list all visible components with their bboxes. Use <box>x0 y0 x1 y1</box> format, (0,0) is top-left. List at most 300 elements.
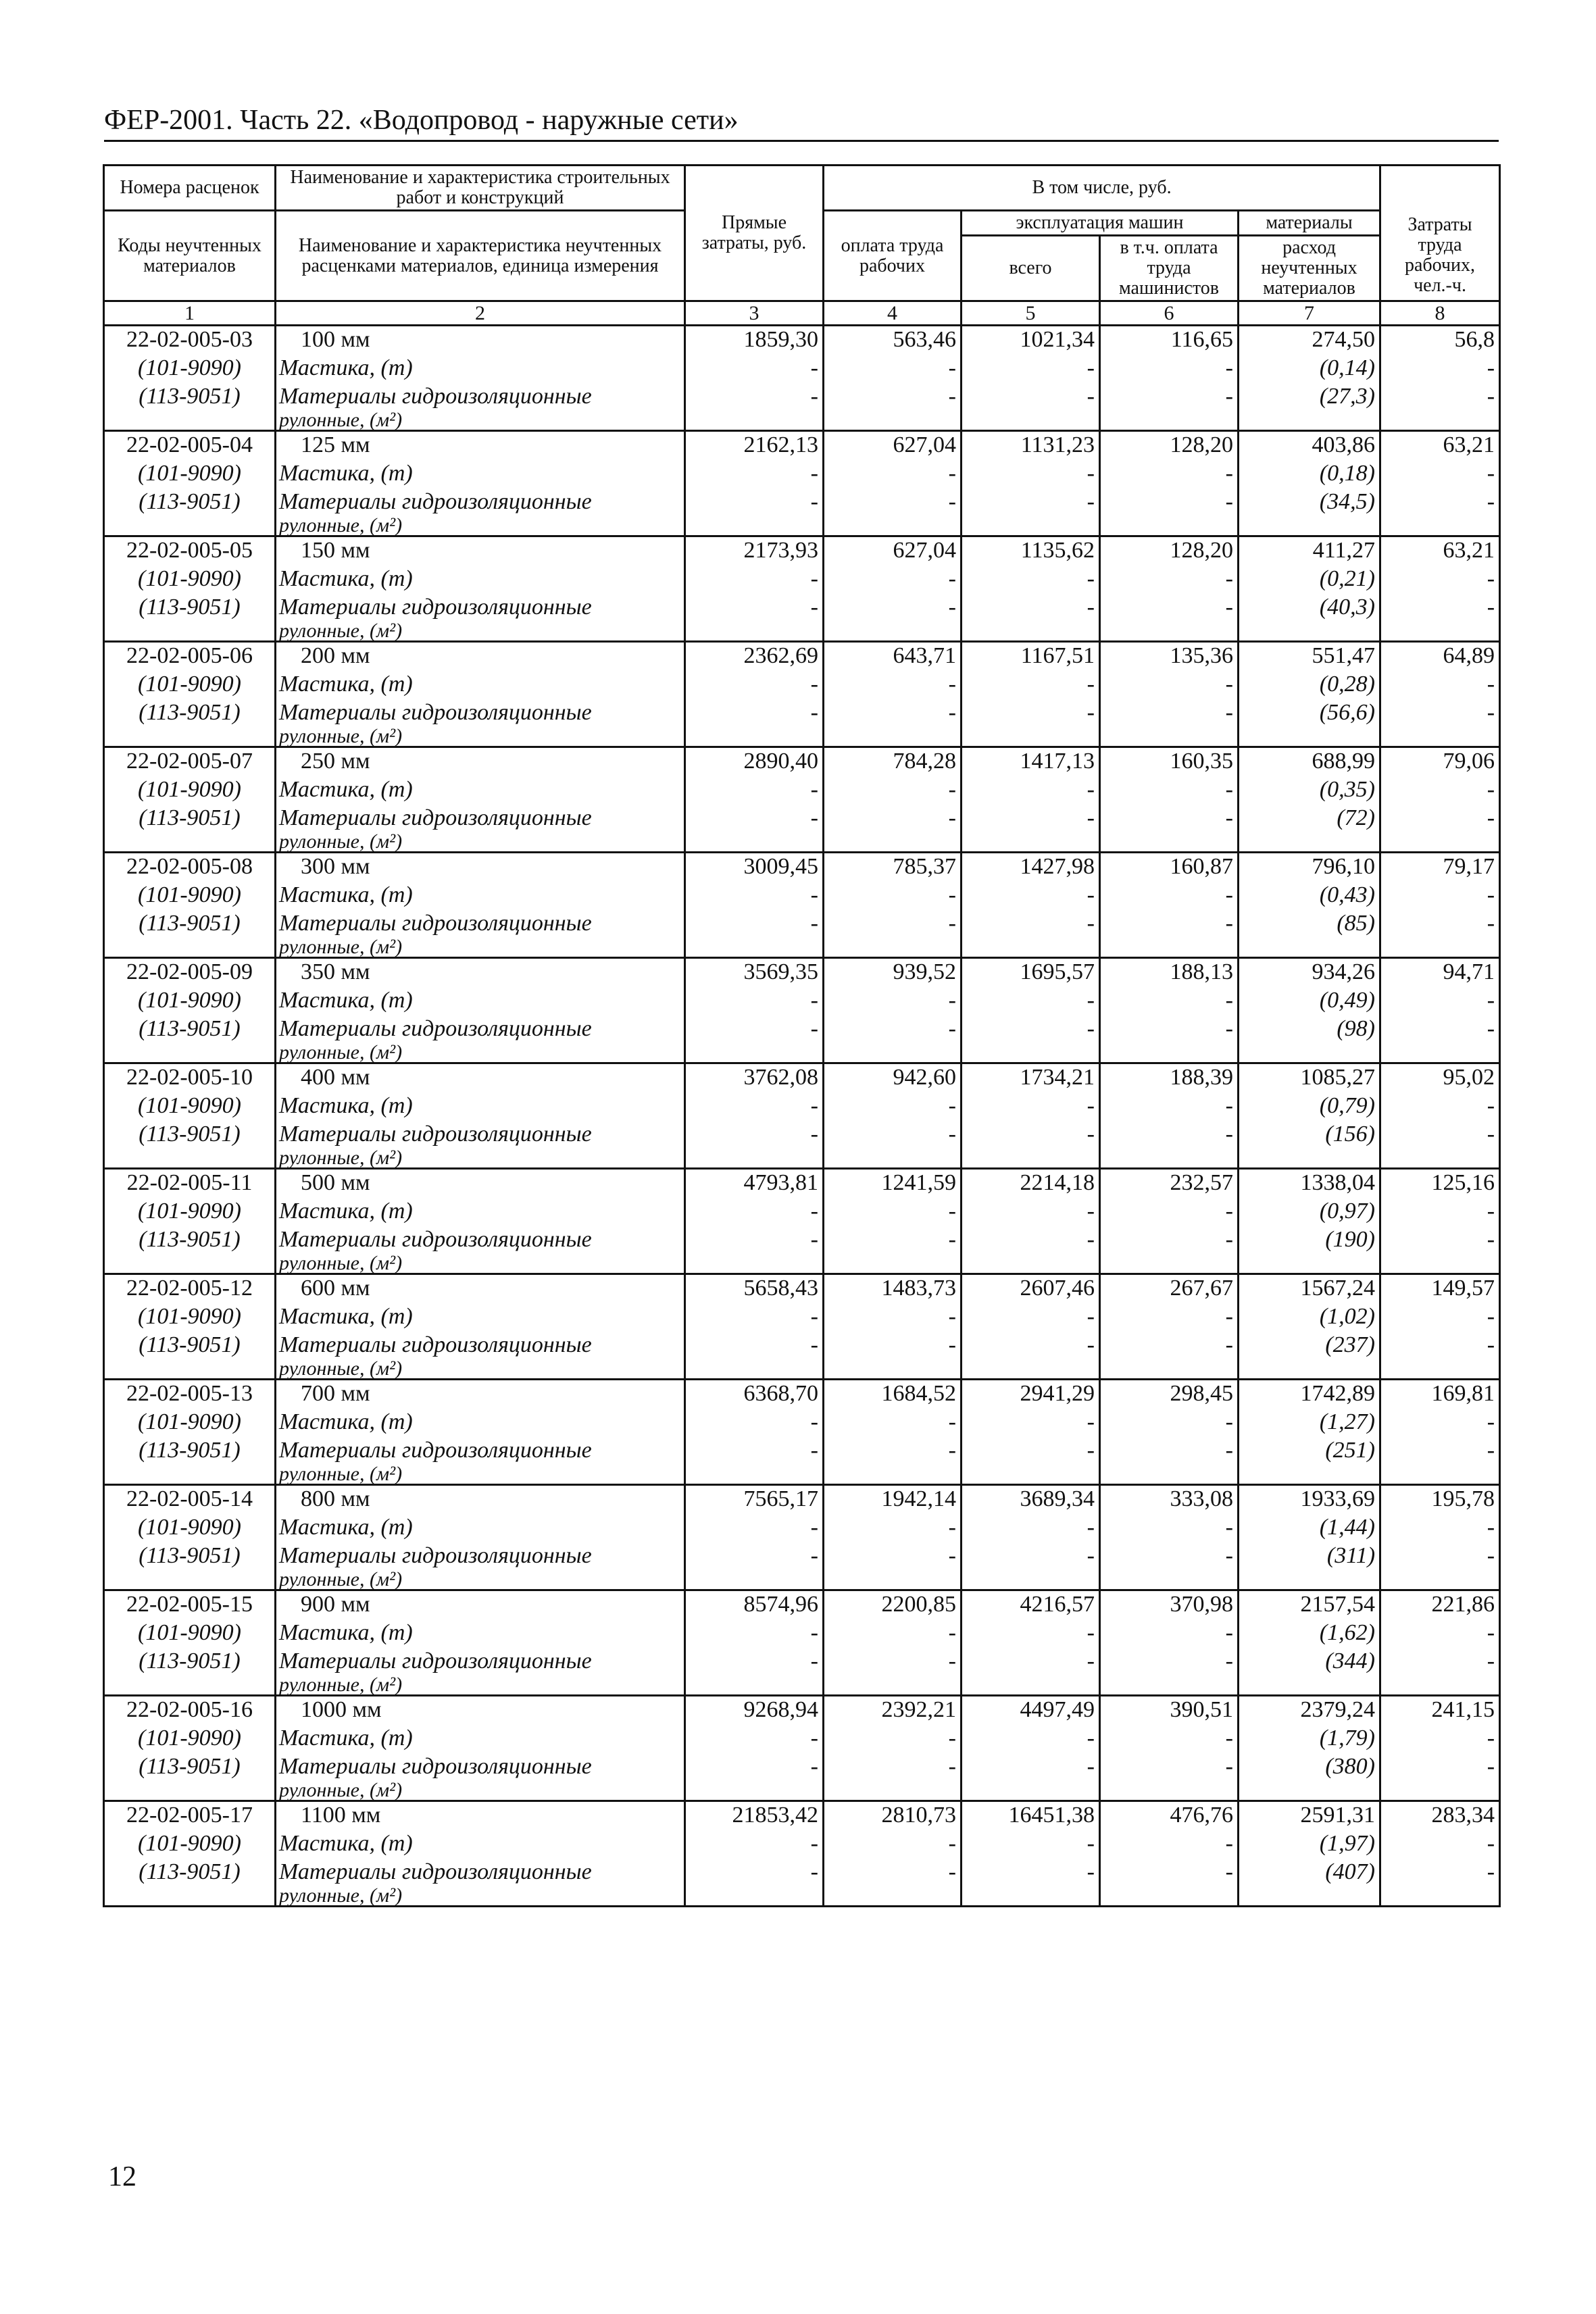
dash-cell: - <box>962 881 1100 909</box>
head-machinist-pay: в т.ч. оплата труда машинистов <box>1100 236 1239 301</box>
material-consumption-cell: (344) <box>1239 1647 1380 1676</box>
empty-cell <box>104 727 276 747</box>
materials-cell: 1742,89 <box>1239 1380 1380 1408</box>
dash-cell: - <box>685 488 824 516</box>
material-name: Материалы гидроизоляционные <box>276 593 685 622</box>
material-name: Мастика, (т) <box>276 670 685 699</box>
empty-cell <box>1380 1254 1500 1274</box>
dash-cell: - <box>1100 1513 1239 1542</box>
dash-cell: - <box>962 1619 1100 1647</box>
material-name-continuation: рулонные, (м²) <box>276 1465 685 1485</box>
material-row <box>104 804 1500 832</box>
empty-cell <box>962 832 1100 853</box>
table-row <box>104 1801 1500 1830</box>
machinist-pay-cell: 135,36 <box>1100 642 1239 670</box>
dash-cell: - <box>962 459 1100 488</box>
empty-cell <box>1380 1359 1500 1380</box>
material-consumption-cell: (1,79) <box>1239 1724 1380 1753</box>
material-name: Мастика, (т) <box>276 1408 685 1436</box>
empty-cell <box>1239 622 1380 642</box>
material-consumption-cell: (27,3) <box>1239 382 1380 411</box>
dash-cell: - <box>824 881 962 909</box>
material-row-continuation <box>104 1254 1500 1274</box>
material-name-continuation: рулонные, (м²) <box>276 1254 685 1274</box>
col-number: 3 <box>685 301 824 326</box>
dash-cell: - <box>685 1753 824 1781</box>
machinist-pay-cell: 116,65 <box>1100 326 1239 354</box>
material-name: Материалы гидроизоляционные <box>276 1436 685 1465</box>
dash-cell: - <box>1380 1197 1500 1226</box>
table-row <box>104 1590 1500 1619</box>
dash-cell: - <box>685 1724 824 1753</box>
empty-cell <box>824 1886 962 1907</box>
material-consumption-cell: (156) <box>1239 1120 1380 1149</box>
table-row <box>104 642 1500 670</box>
empty-cell <box>685 1359 824 1380</box>
rates-table <box>103 164 1501 1907</box>
materials-cell: 2157,54 <box>1239 1590 1380 1619</box>
dash-cell: - <box>824 1647 962 1676</box>
material-code: (113-9051) <box>104 382 276 411</box>
material-row <box>104 1858 1500 1886</box>
dash-cell: - <box>1380 1753 1500 1781</box>
direct-costs-cell: 2362,69 <box>685 642 824 670</box>
empty-cell <box>1100 1570 1239 1590</box>
material-name: Материалы гидроизоляционные <box>276 1120 685 1149</box>
head-materials: материалы <box>1239 211 1380 236</box>
machinist-pay-cell: 128,20 <box>1100 536 1239 565</box>
material-name-continuation: рулонные, (м²) <box>276 938 685 958</box>
material-name-continuation: рулонные, (м²) <box>276 622 685 642</box>
material-consumption-cell: (85) <box>1239 909 1380 938</box>
pipe-diameter: 150 мм <box>276 536 685 565</box>
dash-cell: - <box>685 1830 824 1858</box>
dash-cell: - <box>824 1120 962 1149</box>
dash-cell: - <box>824 565 962 593</box>
dash-cell: - <box>685 565 824 593</box>
dash-cell: - <box>1100 459 1239 488</box>
dash-cell: - <box>685 986 824 1015</box>
empty-cell <box>824 1570 962 1590</box>
material-code: (113-9051) <box>104 804 276 832</box>
dash-cell: - <box>824 1513 962 1542</box>
material-name: Мастика, (т) <box>276 881 685 909</box>
dash-cell: - <box>1100 1436 1239 1465</box>
material-row-continuation <box>104 1886 1500 1907</box>
empty-cell <box>1380 516 1500 536</box>
labor-pay-cell: 942,60 <box>824 1063 962 1092</box>
dash-cell: - <box>962 1858 1100 1886</box>
labor-pay-cell: 1684,52 <box>824 1380 962 1408</box>
material-name: Материалы гидроизоляционные <box>276 1753 685 1781</box>
empty-cell <box>1100 1149 1239 1169</box>
head-material-consumption: расход неучтенных материалов <box>1239 236 1380 301</box>
dash-cell: - <box>1380 382 1500 411</box>
material-row <box>104 459 1500 488</box>
dash-cell: - <box>824 1331 962 1359</box>
materials-cell: 934,26 <box>1239 958 1380 986</box>
empty-cell <box>1239 727 1380 747</box>
empty-cell <box>1239 1465 1380 1485</box>
empty-cell <box>104 1886 276 1907</box>
rate-code: 22-02-005-04 <box>104 431 276 459</box>
labor-hours-cell: 125,16 <box>1380 1169 1500 1197</box>
dash-cell: - <box>685 593 824 622</box>
dash-cell: - <box>1380 354 1500 382</box>
material-row-continuation <box>104 832 1500 853</box>
empty-cell <box>1100 622 1239 642</box>
empty-cell <box>824 516 962 536</box>
material-row <box>104 1830 1500 1858</box>
dash-cell: - <box>1380 1724 1500 1753</box>
labor-pay-cell: 2392,21 <box>824 1696 962 1724</box>
empty-cell <box>685 516 824 536</box>
dash-cell: - <box>685 1092 824 1120</box>
empty-cell <box>1239 1570 1380 1590</box>
material-name-continuation: рулонные, (м²) <box>276 411 685 431</box>
dash-cell: - <box>685 909 824 938</box>
material-code: (113-9051) <box>104 699 276 727</box>
dash-cell: - <box>1100 354 1239 382</box>
empty-cell <box>962 1676 1100 1696</box>
material-consumption-cell: (0,18) <box>1239 459 1380 488</box>
dash-cell: - <box>962 1303 1100 1331</box>
empty-cell <box>1239 1781 1380 1801</box>
material-code: (101-9090) <box>104 986 276 1015</box>
material-row <box>104 565 1500 593</box>
empty-cell <box>685 1254 824 1274</box>
col-number: 7 <box>1239 301 1380 326</box>
material-row <box>104 1092 1500 1120</box>
material-name: Мастика, (т) <box>276 1619 685 1647</box>
dash-cell: - <box>1100 1331 1239 1359</box>
dash-cell: - <box>962 1197 1100 1226</box>
material-code: (113-9051) <box>104 1331 276 1359</box>
empty-cell <box>104 1043 276 1063</box>
empty-cell <box>962 1570 1100 1590</box>
material-consumption-cell: (1,97) <box>1239 1830 1380 1858</box>
empty-cell <box>104 832 276 853</box>
material-name: Материалы гидроизоляционные <box>276 1647 685 1676</box>
dash-cell: - <box>962 1513 1100 1542</box>
dash-cell: - <box>1100 382 1239 411</box>
empty-cell <box>104 1149 276 1169</box>
labor-pay-cell: 627,04 <box>824 536 962 565</box>
dash-cell: - <box>824 776 962 804</box>
dash-cell: - <box>824 699 962 727</box>
material-row <box>104 670 1500 699</box>
empty-cell <box>962 1886 1100 1907</box>
material-code: (101-9090) <box>104 1830 276 1858</box>
machines-cell: 2214,18 <box>962 1169 1100 1197</box>
empty-cell <box>104 411 276 431</box>
material-name: Материалы гидроизоляционные <box>276 488 685 516</box>
dash-cell: - <box>962 1542 1100 1570</box>
table-row <box>104 1380 1500 1408</box>
dash-cell: - <box>1380 1226 1500 1254</box>
material-code: (101-9090) <box>104 670 276 699</box>
dash-cell: - <box>1100 986 1239 1015</box>
dash-cell: - <box>1100 1753 1239 1781</box>
empty-cell <box>824 1149 962 1169</box>
empty-cell <box>1100 1886 1239 1907</box>
dash-cell: - <box>685 670 824 699</box>
rate-code: 22-02-005-16 <box>104 1696 276 1724</box>
material-row <box>104 488 1500 516</box>
dash-cell: - <box>1100 1197 1239 1226</box>
table-row <box>104 1169 1500 1197</box>
dash-cell: - <box>1100 1724 1239 1753</box>
material-row-continuation <box>104 1570 1500 1590</box>
pipe-diameter: 100 мм <box>276 326 685 354</box>
dash-cell: - <box>962 1120 1100 1149</box>
material-consumption-cell: (190) <box>1239 1226 1380 1254</box>
material-row <box>104 1120 1500 1149</box>
rate-code: 22-02-005-15 <box>104 1590 276 1619</box>
dash-cell: - <box>962 776 1100 804</box>
material-consumption-cell: (1,62) <box>1239 1619 1380 1647</box>
empty-cell <box>1100 938 1239 958</box>
material-code: (113-9051) <box>104 1226 276 1254</box>
empty-cell <box>824 832 962 853</box>
machinist-pay-cell: 160,35 <box>1100 747 1239 776</box>
material-row <box>104 1753 1500 1781</box>
machines-cell: 1021,34 <box>962 326 1100 354</box>
dash-cell: - <box>1100 909 1239 938</box>
dash-cell: - <box>1100 1226 1239 1254</box>
materials-cell: 2379,24 <box>1239 1696 1380 1724</box>
head-labor-pay: оплата труда рабочих <box>824 211 962 301</box>
labor-pay-cell: 627,04 <box>824 431 962 459</box>
dash-cell: - <box>1380 1647 1500 1676</box>
direct-costs-cell: 7565,17 <box>685 1485 824 1513</box>
empty-cell <box>824 1781 962 1801</box>
empty-cell <box>685 832 824 853</box>
head-machine-operation: эксплуатация машин <box>962 211 1239 236</box>
rate-code: 22-02-005-17 <box>104 1801 276 1830</box>
dash-cell: - <box>1380 1092 1500 1120</box>
labor-hours-cell: 56,8 <box>1380 326 1500 354</box>
material-row <box>104 1647 1500 1676</box>
machinist-pay-cell: 188,39 <box>1100 1063 1239 1092</box>
empty-cell <box>962 1781 1100 1801</box>
empty-cell <box>1380 1570 1500 1590</box>
material-consumption-cell: (407) <box>1239 1858 1380 1886</box>
empty-cell <box>1239 1254 1380 1274</box>
labor-hours-cell: 63,21 <box>1380 536 1500 565</box>
table-row <box>104 326 1500 354</box>
dash-cell: - <box>824 1303 962 1331</box>
labor-hours-cell: 283,34 <box>1380 1801 1500 1830</box>
dash-cell: - <box>1100 593 1239 622</box>
material-consumption-cell: (98) <box>1239 1015 1380 1043</box>
machinist-pay-cell: 128,20 <box>1100 431 1239 459</box>
dash-cell: - <box>1100 1830 1239 1858</box>
empty-cell <box>1239 832 1380 853</box>
material-consumption-cell: (0,35) <box>1239 776 1380 804</box>
dash-cell: - <box>685 1331 824 1359</box>
dash-cell: - <box>824 909 962 938</box>
material-name: Мастика, (т) <box>276 776 685 804</box>
material-name: Материалы гидроизоляционные <box>276 1858 685 1886</box>
material-name: Мастика, (т) <box>276 1197 685 1226</box>
empty-cell <box>104 1781 276 1801</box>
pipe-diameter: 125 мм <box>276 431 685 459</box>
dash-cell: - <box>685 1619 824 1647</box>
material-name-continuation: рулонные, (м²) <box>276 1676 685 1696</box>
table-body <box>104 326 1500 1907</box>
empty-cell <box>962 727 1100 747</box>
material-code: (101-9090) <box>104 1408 276 1436</box>
material-code: (113-9051) <box>104 1542 276 1570</box>
dash-cell: - <box>824 382 962 411</box>
empty-cell <box>1380 938 1500 958</box>
material-name-continuation: рулонные, (м²) <box>276 516 685 536</box>
material-name-continuation: рулонные, (м²) <box>276 1043 685 1063</box>
material-row <box>104 354 1500 382</box>
material-consumption-cell: (0,97) <box>1239 1197 1380 1226</box>
machinist-pay-cell: 160,87 <box>1100 853 1239 881</box>
material-consumption-cell: (1,27) <box>1239 1408 1380 1436</box>
empty-cell <box>104 1254 276 1274</box>
labor-pay-cell: 784,28 <box>824 747 962 776</box>
dash-cell: - <box>1380 699 1500 727</box>
dash-cell: - <box>685 1197 824 1226</box>
labor-pay-cell: 1483,73 <box>824 1274 962 1303</box>
dash-cell: - <box>1100 1408 1239 1436</box>
dash-cell: - <box>685 1120 824 1149</box>
material-code: (101-9090) <box>104 1303 276 1331</box>
empty-cell <box>685 1886 824 1907</box>
machines-cell: 3689,34 <box>962 1485 1100 1513</box>
material-row-continuation <box>104 1043 1500 1063</box>
material-code: (113-9051) <box>104 1647 276 1676</box>
col-number: 8 <box>1380 301 1500 326</box>
material-name-continuation: рулонные, (м²) <box>276 1886 685 1907</box>
dash-cell: - <box>962 1408 1100 1436</box>
material-name: Мастика, (т) <box>276 1830 685 1858</box>
empty-cell <box>1380 1886 1500 1907</box>
material-consumption-cell: (40,3) <box>1239 593 1380 622</box>
head-material-codes: Коды неучтенных материалов <box>104 211 276 301</box>
dash-cell: - <box>824 1830 962 1858</box>
empty-cell <box>1239 1886 1380 1907</box>
material-consumption-cell: (34,5) <box>1239 488 1380 516</box>
pipe-diameter: 300 мм <box>276 853 685 881</box>
material-code: (113-9051) <box>104 1015 276 1043</box>
empty-cell <box>104 622 276 642</box>
material-row-continuation <box>104 1465 1500 1485</box>
labor-hours-cell: 221,86 <box>1380 1590 1500 1619</box>
col-number: 1 <box>104 301 276 326</box>
material-name-continuation: рулонные, (м²) <box>276 1570 685 1590</box>
material-row <box>104 776 1500 804</box>
empty-cell <box>962 938 1100 958</box>
pipe-diameter: 1000 мм <box>276 1696 685 1724</box>
material-name: Материалы гидроизоляционные <box>276 1226 685 1254</box>
labor-hours-cell: 94,71 <box>1380 958 1500 986</box>
labor-hours-cell: 95,02 <box>1380 1063 1500 1092</box>
direct-costs-cell: 3009,45 <box>685 853 824 881</box>
empty-cell <box>685 1781 824 1801</box>
dash-cell: - <box>1380 488 1500 516</box>
material-name: Материалы гидроизоляционные <box>276 804 685 832</box>
dash-cell: - <box>824 1724 962 1753</box>
dash-cell: - <box>1100 488 1239 516</box>
machinist-pay-cell: 476,76 <box>1100 1801 1239 1830</box>
empty-cell <box>685 1465 824 1485</box>
dash-cell: - <box>962 1830 1100 1858</box>
empty-cell <box>1239 1043 1380 1063</box>
empty-cell <box>1380 727 1500 747</box>
machinist-pay-cell: 370,98 <box>1100 1590 1239 1619</box>
machinist-pay-cell: 267,67 <box>1100 1274 1239 1303</box>
dash-cell: - <box>685 1015 824 1043</box>
rate-code: 22-02-005-07 <box>104 747 276 776</box>
material-consumption-cell: (1,44) <box>1239 1513 1380 1542</box>
dash-cell: - <box>962 593 1100 622</box>
material-row <box>104 382 1500 411</box>
dash-cell: - <box>962 804 1100 832</box>
pipe-diameter: 200 мм <box>276 642 685 670</box>
material-name: Материалы гидроизоляционные <box>276 382 685 411</box>
rate-code: 22-02-005-05 <box>104 536 276 565</box>
dash-cell: - <box>1100 1647 1239 1676</box>
material-row <box>104 1724 1500 1753</box>
machines-cell: 2941,29 <box>962 1380 1100 1408</box>
empty-cell <box>1380 1781 1500 1801</box>
empty-cell <box>104 516 276 536</box>
empty-cell <box>1380 1676 1500 1696</box>
dash-cell: - <box>824 1542 962 1570</box>
labor-pay-cell: 1942,14 <box>824 1485 962 1513</box>
dash-cell: - <box>1380 776 1500 804</box>
dash-cell: - <box>824 1408 962 1436</box>
labor-pay-cell: 939,52 <box>824 958 962 986</box>
direct-costs-cell: 5658,43 <box>685 1274 824 1303</box>
empty-cell <box>1239 1149 1380 1169</box>
material-code: (113-9051) <box>104 1436 276 1465</box>
direct-costs-cell: 4793,81 <box>685 1169 824 1197</box>
direct-costs-cell: 2162,13 <box>685 431 824 459</box>
dash-cell: - <box>685 1436 824 1465</box>
empty-cell <box>962 516 1100 536</box>
material-name-continuation: рулонные, (м²) <box>276 1781 685 1801</box>
empty-cell <box>1100 727 1239 747</box>
dash-cell: - <box>824 593 962 622</box>
dash-cell: - <box>824 1197 962 1226</box>
material-name: Материалы гидроизоляционные <box>276 909 685 938</box>
dash-cell: - <box>962 1015 1100 1043</box>
materials-cell: 403,86 <box>1239 431 1380 459</box>
empty-cell <box>685 727 824 747</box>
dash-cell: - <box>1380 1830 1500 1858</box>
dash-cell: - <box>824 488 962 516</box>
empty-cell <box>104 1465 276 1485</box>
table-row <box>104 958 1500 986</box>
material-code: (101-9090) <box>104 565 276 593</box>
materials-cell: 411,27 <box>1239 536 1380 565</box>
empty-cell <box>824 1043 962 1063</box>
empty-cell <box>962 1254 1100 1274</box>
material-code: (101-9090) <box>104 881 276 909</box>
empty-cell <box>1380 832 1500 853</box>
dash-cell: - <box>1100 1092 1239 1120</box>
machines-cell: 1131,23 <box>962 431 1100 459</box>
material-name: Мастика, (т) <box>276 1724 685 1753</box>
labor-hours-cell: 64,89 <box>1380 642 1500 670</box>
empty-cell <box>962 1043 1100 1063</box>
